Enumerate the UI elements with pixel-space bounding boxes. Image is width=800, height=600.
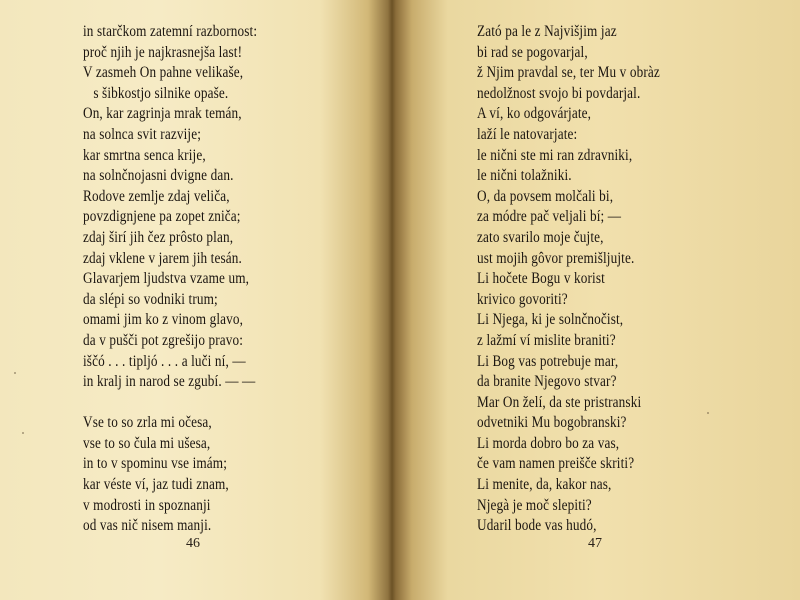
poem-line: proč njih je najkrasnejša last! [83,43,243,61]
poem-line: da v pušči pot zgrešijo pravo: [83,331,244,349]
poem-line: omami jim ko z vinom glavo, [83,311,244,329]
poem-line: A ví, ko odgovárjate, [477,105,592,123]
poem-line: s šibkostjo silnike opaše. [93,84,229,102]
poem-line: Li menite, da, kakor nas, [477,476,612,494]
poem-line: da slépi so vodniki trum; [83,290,218,308]
poem-line: ust mojih gôvor premišljujte. [477,249,635,267]
poem-line: le nični tolažniki. [477,167,572,185]
poem-line: Mar On želí, da ste pristranski [477,393,642,411]
poem-line: vse to so čula mi ušesa, [83,434,211,452]
poem-line: bi rad se pogovarjal, [477,43,588,61]
poem-line: za módre pač veljali bí; — [477,208,622,226]
poem-line: zdaj vklene v jarem jih tesán. [83,249,242,267]
poem-line: zato svarilo moje čujte, [477,228,604,246]
poem-line: iščó . . . tipljó . . . a luči ní, — [83,352,246,370]
poem-line: Glavarjem ljudstva vzame um, [83,270,250,288]
poem-line: in starčkom zatemní razbornost: [83,23,258,40]
poem-line: kar véste ví, jaz tudi znam, [83,476,229,494]
poem-line: Zató pa le z Najvišjim jaz [477,23,617,40]
poem-line: na solnca svit razvije; [83,125,202,143]
poem-line: povzdignjene pa zopet zniča; [83,208,241,226]
right-page [395,0,800,600]
poem-line: od vas nič nisem manji. [83,517,212,535]
poem-line: zdaj širí jih čez prôsto plan, [83,228,234,246]
poem-line: laží le natovarjate: [477,125,578,143]
right-poem-text [477,22,690,537]
page-number: 47 [588,536,602,551]
poem-line: v modrosti in spoznanji [83,496,211,514]
paper-speck [707,412,709,414]
poem-line: ž Njim pravdal se, ter Mu v obràz [477,64,660,82]
left-page [0,0,385,600]
poem-line: le nični ste mi ran zdravniki, [477,146,633,164]
poem-line: krivico govoriti? [477,290,568,308]
paper-speck [22,432,24,434]
poem-line: Li Bog vas potrebuje mar, [477,352,619,370]
poem-line: Udaril bode vas hudó, [477,517,597,535]
poem-line: odvetniki Mu bogobranski? [477,414,627,432]
poem-line: Li morda dobro bo za vas, [477,434,620,452]
poem-line: in to v spominu vse imám; [83,455,228,473]
poem-line: V zasmeh On pahne velikaše, [83,64,244,82]
page-number: 46 [186,536,200,551]
poem-line: Vse to so zrla mi očesa, [83,414,212,432]
poem-line: in kralj in narod se zgubí. — — [83,373,256,391]
poem-line: Li Njega, ki je solnčnočist, [477,311,624,329]
poem-line: Rodove zemlje zdaj veliča, [83,187,230,205]
poem-line: O, da povsem molčali bi, [477,187,614,205]
poem-line: nedolžnost svojo bi povdarjal. [477,84,641,102]
poem-line: na solnčnojasni dvigne dan. [83,167,234,185]
poem-line: da branite Njegovo stvar? [477,373,617,391]
poem-line: Njegà je moč slepiti? [477,496,592,514]
paper-speck [14,372,16,374]
left-poem-text [83,22,286,537]
poem-line: Li hočete Bogu v korist [477,270,605,288]
poem-line: z lažmí ví mislite braniti? [477,331,616,349]
stanza-break [83,393,286,414]
poem-line: če vam namen preišče skriti? [477,455,635,473]
poem-line: kar smrtna senca krije, [83,146,206,164]
poem-line: On, kar zagrinja mrak temán, [83,105,242,123]
